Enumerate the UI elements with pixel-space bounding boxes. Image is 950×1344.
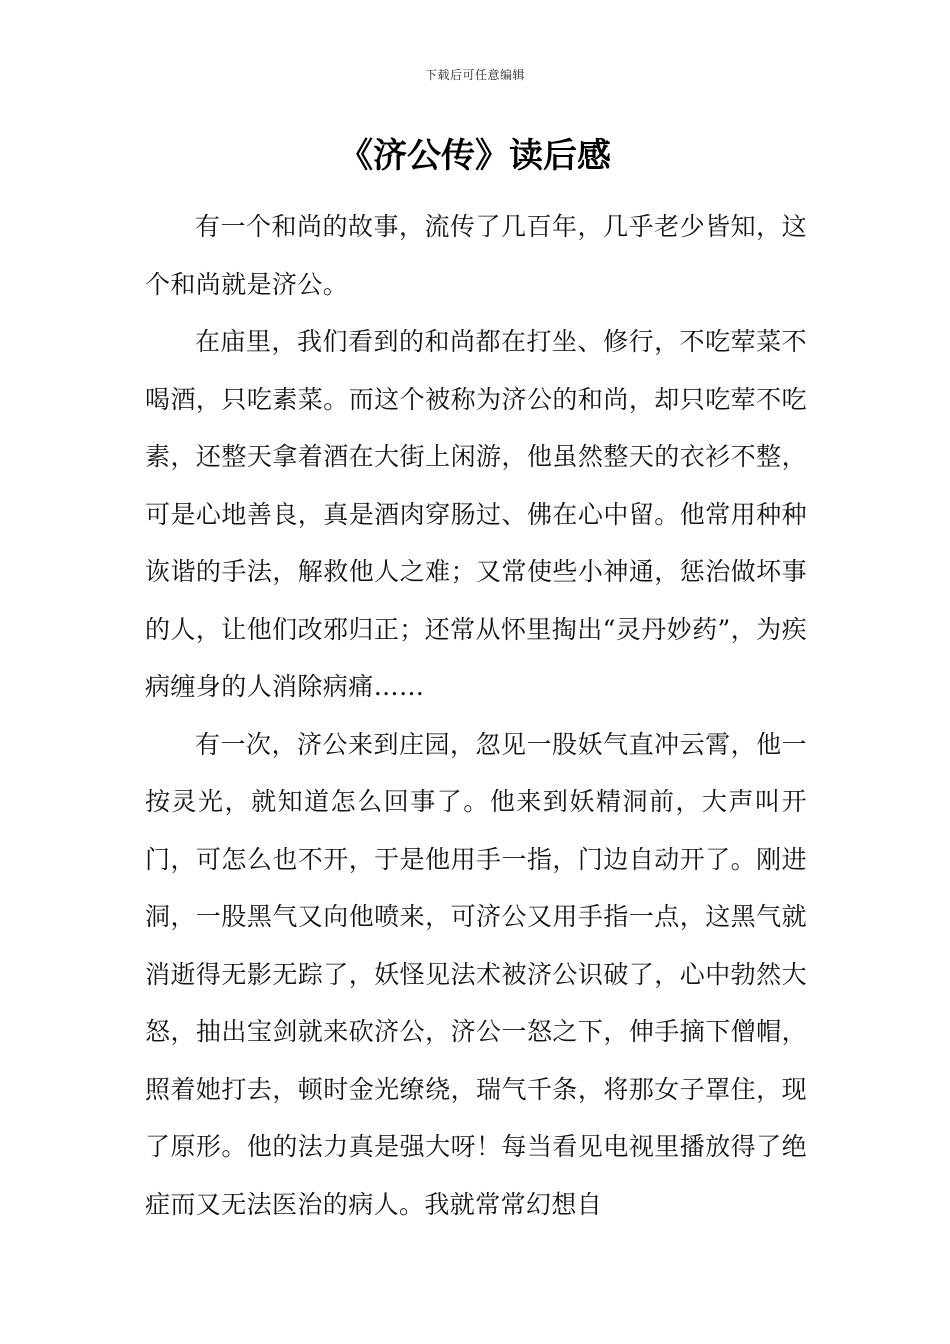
document-body <box>145 198 807 1233</box>
paragraph-2: 在庙里，我们看到的和尚都在打坐、修行，不吃荤菜不喝酒，只吃素菜。而这个被称为济公的和尚，却只吃荤不吃素，还整天拿着酒在大街上闲游，他虽然整天的衣衫不整，可是心地善良，真是酒肉穿肠过、佛在心中留。他常用种种诙谐的手法，解救他人之难；又常使些小神通，惩治做坏事的人，让他们改邪归正；还常从怀里掏出“灵丹妙药”，为疾病缠身的人消除病痛…… <box>145 327 807 701</box>
document-title: 《济公传》读后感 <box>339 136 611 176</box>
paragraph-1: 有一个和尚的故事，流传了几百年，几乎老少皆知，这个和尚就是济公。 <box>145 212 807 299</box>
header-note: 下载后可任意编辑 <box>424 68 525 82</box>
paragraph-3: 有一次，济公来到庄园，忽见一股妖气直冲云霄，他一按灵光，就知道怎么回事了。他来到妖精洞前，大声叫开门，可怎么也不开，于是他用手一指，门边自动开了。刚进洞，一股黑气又向他喷来，可济公又用手指一点，这黑气就消逝得无影无踪了，妖怪见法术被济公识破了，心中勃然大怒，抽出宝剑就来砍济公，济公一怒之下，伸手摘下僧帽，照着她打去，顿时金光缭绕，瑞气千条，将那女子罩住，现了原形。他的法力真是强大呀！每当看见电视里播放得了绝症而又无法医治的病人。我就常常幻想自 <box>145 729 807 1219</box>
